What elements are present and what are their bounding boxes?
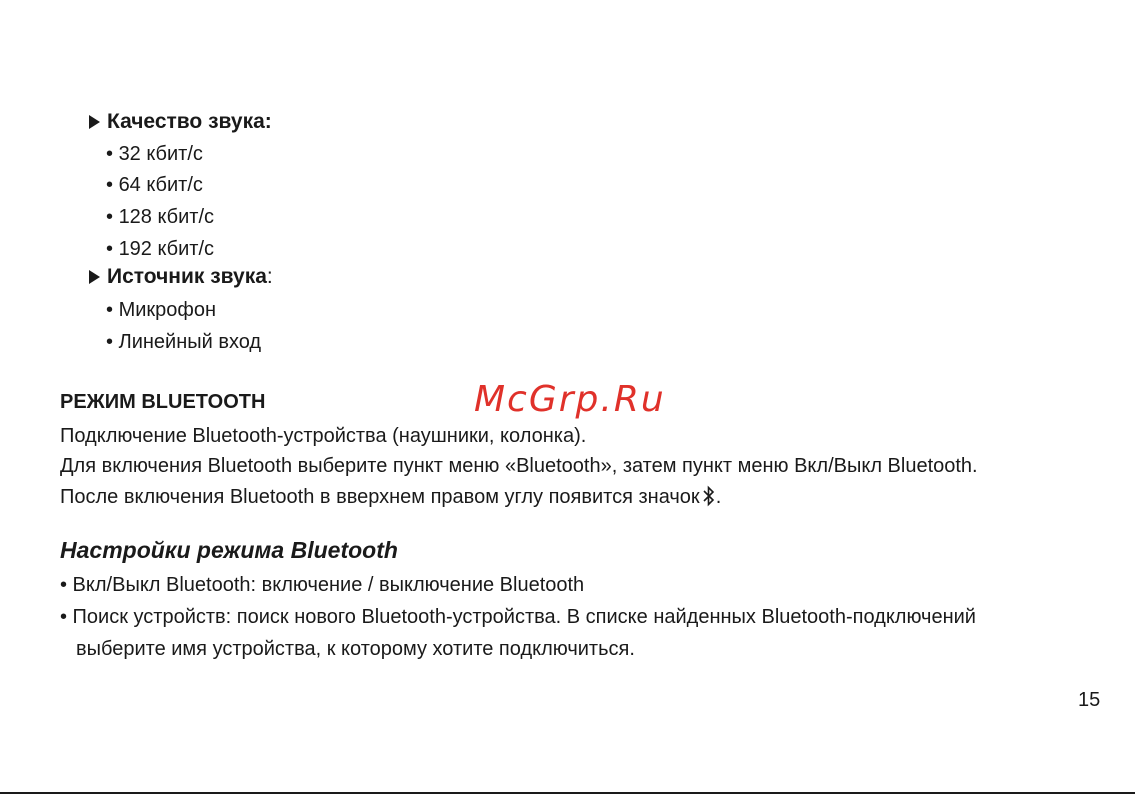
audio-source-label: Источник звука bbox=[107, 265, 267, 288]
bluetooth-enable-line: Для включения Bluetooth выберите пункт меню «Bluetooth», затем пункт меню Вкл/Выкл Bluetooth. bbox=[60, 455, 978, 477]
audio-quality-item-text: 192 кбит/с bbox=[118, 238, 215, 260]
audio-source-colon: : bbox=[266, 265, 273, 288]
audio-quality-item: • 128 кбит/с bbox=[106, 206, 215, 228]
audio-quality-item-text: 64 кбит/с bbox=[118, 174, 203, 196]
audio-quality-heading bbox=[89, 109, 272, 135]
page-number: 15 bbox=[1078, 689, 1101, 711]
bluetooth-icon-line-text: После включения Bluetooth в вверхнем правом углу появится значок bbox=[60, 486, 700, 508]
audio-quality-item-text: 128 кбит/с bbox=[118, 206, 215, 228]
triangle-bullet-icon bbox=[89, 115, 100, 129]
audio-quality-item: • 64 кбит/с bbox=[106, 174, 203, 196]
settings-item-search-cont: выберите имя устройства, к которому хотите подключиться. bbox=[76, 638, 635, 660]
audio-quality-item-text: 32 кбит/с bbox=[118, 143, 203, 165]
bluetooth-icon-line bbox=[60, 483, 721, 511]
bluetooth-settings-heading: Настройки режима Bluetooth bbox=[60, 537, 398, 563]
bluetooth-icon-line-end: . bbox=[715, 486, 722, 508]
triangle-bullet-icon bbox=[89, 270, 100, 284]
bluetooth-icon bbox=[702, 485, 716, 507]
audio-quality-item: • 32 кбит/с bbox=[106, 143, 203, 165]
audio-source-item: • Линейный вход bbox=[106, 331, 262, 353]
audio-source-item: • Микрофон bbox=[106, 299, 217, 321]
bottom-divider bbox=[0, 792, 1135, 794]
audio-source-item-text: Линейный вход bbox=[118, 331, 262, 353]
bluetooth-mode-heading: РЕЖИМ BLUETOOTH bbox=[60, 391, 266, 413]
audio-source-heading bbox=[89, 264, 273, 290]
watermark: McGrp.Ru bbox=[474, 379, 666, 420]
audio-quality-label: Качество звука: bbox=[107, 110, 272, 133]
settings-item-toggle: • Вкл/Выкл Bluetooth: включение / выключение Bluetooth bbox=[60, 574, 585, 596]
audio-source-item-text: Микрофон bbox=[118, 299, 217, 321]
audio-quality-item: • 192 кбит/с bbox=[106, 238, 215, 260]
bluetooth-intro-line: Подключение Bluetooth-устройства (наушники, колонка). bbox=[60, 425, 587, 447]
settings-item-search: • Поиск устройств: поиск нового Bluetooth-устройства. В списке найденных Bluetooth-подключений bbox=[60, 606, 976, 628]
